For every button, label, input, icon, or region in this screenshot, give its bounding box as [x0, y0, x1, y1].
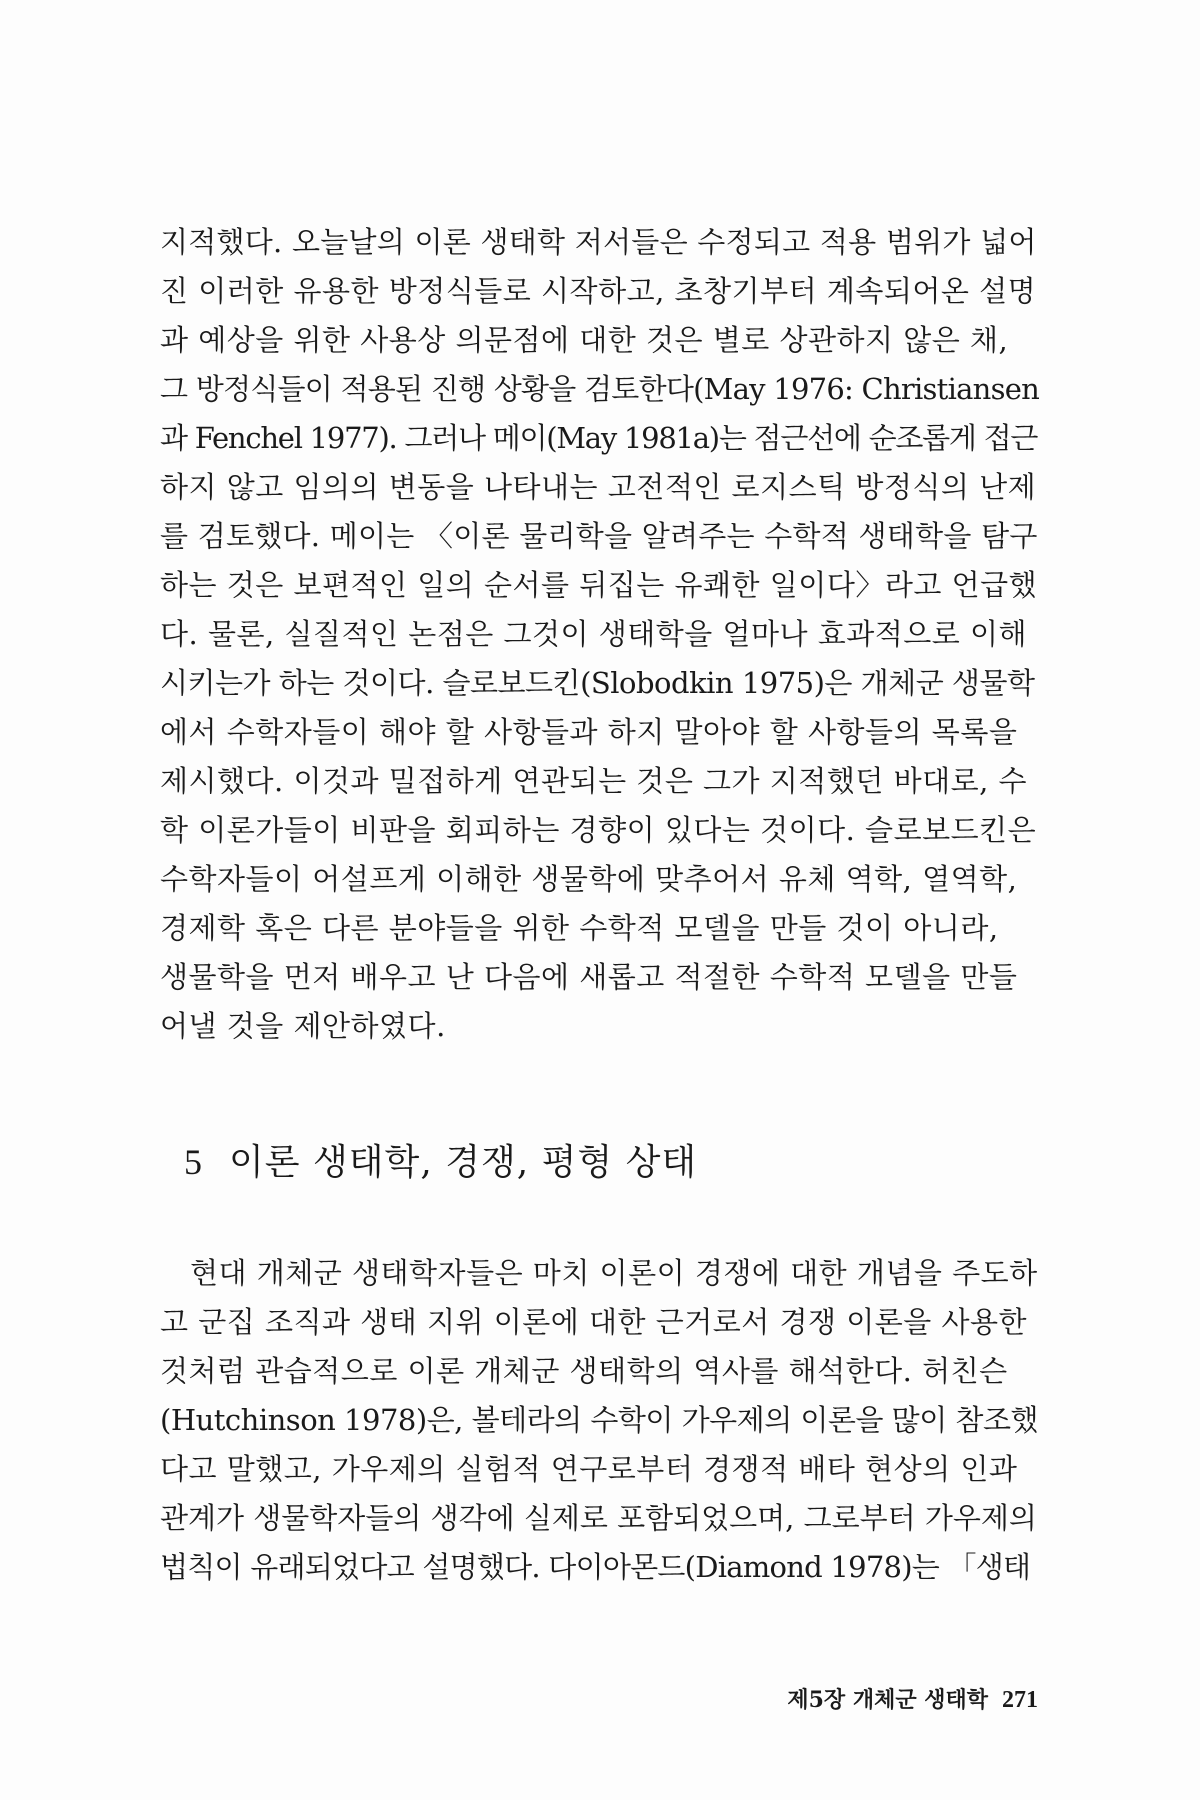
text-line: 지적했다. 오늘날의 이론 생태학 저서들은 수정되고 적용 범위가 넓어 — [160, 225, 1037, 259]
section-number: 5 — [184, 1142, 203, 1182]
text-line: 하는 것은 보편적인 일의 순서를 뒤집는 유쾌한 일이다〉라고 언급했 — [160, 568, 1038, 602]
text-line: 학 이론가들이 비판을 회피하는 경향이 있다는 것이다. 슬로보드킨은 — [160, 813, 1037, 847]
text-line: 를 검토했다. 메이는 〈이론 물리학을 알려주는 수학적 생태학을 탐구 — [160, 519, 1038, 553]
text-line: 관계가 생물학자들의 생각에 실제로 포함되었으며, 그로부터 가우제의 — [160, 1501, 1037, 1535]
text-line: 시키는가 하는 것이다. 슬로보드킨(Slobodkin 1975)은 개체군 생물학 — [160, 666, 1035, 700]
text-line: (Hutchinson 1978)은, 볼테라의 수학이 가우제의 이론을 많이 참조했 — [160, 1403, 1038, 1437]
text-line: 에서 수학자들이 해야 할 사항들과 하지 말아야 할 사항들의 목록을 — [160, 715, 1018, 749]
section-heading — [184, 1132, 697, 1192]
body-paragraph-2 — [160, 1249, 1040, 1592]
text-line: 다고 말했고, 가우제의 실험적 연구로부터 경쟁적 배타 현상의 인과 — [160, 1452, 1018, 1486]
text-line: 그 방정식들이 적용된 진행 상황을 검토한다(May 1976: Christiansen — [160, 372, 1040, 406]
text-line: 과 예상을 위한 사용상 의문점에 대한 것은 별로 상관하지 않은 채, — [160, 323, 1009, 357]
text-line: 현대 개체군 생태학자들은 마치 이론이 경쟁에 대한 개념을 주도하 — [190, 1256, 1038, 1290]
text-line: 생물학을 먼저 배우고 난 다음에 새롭고 적절한 수학적 모델을 만들 — [160, 960, 1018, 994]
text-line: 진 이러한 유용한 방정식들로 시작하고, 초창기부터 계속되어온 설명 — [160, 274, 1037, 308]
text-line: 경제학 혹은 다른 분야들을 위한 수학적 모델을 만들 것이 아니라, — [160, 911, 999, 945]
text-line: 고 군집 조직과 생태 지위 이론에 대한 근거로서 경쟁 이론을 사용한 — [160, 1305, 1028, 1339]
text-line: 수학자들이 어설프게 이해한 생물학에 맞추어서 유체 역학, 열역학, — [160, 862, 1018, 896]
section-title: 이론 생태학, 경쟁, 평형 상태 — [229, 1142, 698, 1183]
page-number: 271 — [1002, 1687, 1038, 1713]
text-line: 제시했다. 이것과 밀접하게 연관되는 것은 그가 지적했던 바대로, 수 — [160, 764, 1028, 798]
body-paragraph-1 — [160, 218, 1040, 1051]
text-line: 과 Fenchel 1977). 그러나 메이(May 1981a)는 점근선에 순조롭게 접근 — [160, 421, 1038, 455]
text-line: 어낼 것을 제안하였다. — [160, 1009, 446, 1043]
page-footer — [787, 1680, 1038, 1720]
running-head: 제5장 개체군 생태학 — [787, 1687, 988, 1713]
text-line: 다. 물론, 실질적인 논점은 그것이 생태학을 얼마나 효과적으로 이해 — [160, 617, 1028, 651]
text-line: 법칙이 유래되었다고 설명했다. 다이아몬드(Diamond 1978)는 「생태 — [160, 1550, 1031, 1584]
text-line: 하지 않고 임의의 변동을 나타내는 고전적인 로지스틱 방정식의 난제 — [160, 470, 1037, 504]
text-line: 것처럼 관습적으로 이론 개체군 생태학의 역사를 해석한다. 허친슨 — [160, 1354, 1008, 1388]
